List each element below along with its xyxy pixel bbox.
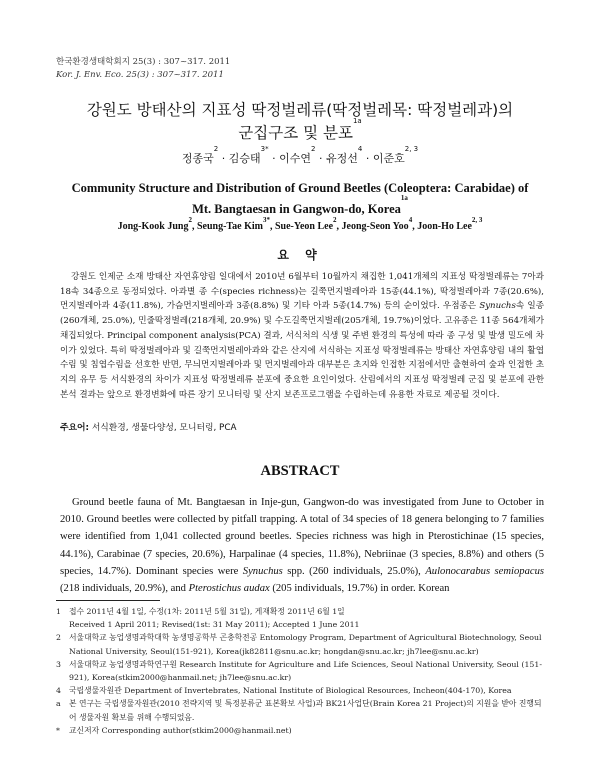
species-name: Synuchus [242, 565, 283, 577]
footnote [56, 605, 548, 631]
footnote-line: 서울대학교 농업생명과학연구원 Research Institute for Agriculture and Life Sciences, Seoul National University, Seoul (151-921), Korea(stkim2000@hanmail.net; jh7lee@snu.ac.kr) [69, 659, 542, 683]
footnote-mark: 2 [56, 633, 61, 643]
korean-abstract-text: 강원도 인제군 소재 방태산 자연휴양림 일대에서 2010년 6월부터 10월까지 채집한 1,041개체의 지표성 딱정벌레류는 7아과 18속 34종으로 동정되었다. 아과별 종 수(species richness)는 길쭉먼지벌레아과 15종(44.1%), 딱정벌레아과 7종(20.6%), 먼지벌레아과 4종(11.8%), 가슴먼지벌레아과 3종(8.8%) 및 기타 아과 5종(14.7%) 등의 순이었다. 우점종은 [60, 272, 544, 312]
korean-title [0, 99, 600, 145]
english-title [0, 178, 600, 220]
english-authors: Jong-Kook Jung$^2$, Seung-Tae Kim$^{3*}$, Sue-Yeon Lee$^2$, Jeong-Seon Yoo$^4$, Joon-Ho Lee$^{2, 3}$ [117, 216, 483, 232]
author-kor: 김승태 [228, 152, 261, 165]
journal-kor: 한국환경생태학회지 25(3) : 307~317. 2011 [56, 57, 231, 67]
author-kor: 이준호 [372, 152, 405, 165]
author-kor-sup: 2, 3 [404, 145, 419, 153]
footnote-line: 서울대학교 농업생명과학대학 농생명공학부 곤충학전공 Entomology Program, Department of Agricultural Biotechnology, Seoul National University, Seoul(151-921), Korea(jk82811@snu.ac.kr; hongdan@snu.ac.kr; jh7lee@snu.ac.kr) [69, 633, 542, 656]
english-title-sup: 1a [400, 194, 408, 202]
footnote-mark: 3 [56, 659, 61, 669]
author-eng: Jong-Kook Jung [117, 221, 189, 232]
footnote-line: 국립생물자원관 Department of Invertebrates, National Institute of Biological Resources, Incheon(404-170), Korea [69, 686, 512, 696]
english-title-line2 [0, 194, 600, 220]
english-abstract-text: spp. (260 individuals, 25.0%), [282, 565, 426, 577]
author-eng-sup: 3* [262, 216, 270, 224]
korean-abstract [60, 270, 544, 402]
author-eng: Jeong-Seon Yoo [341, 221, 409, 232]
author-kor-sup: 2 [311, 145, 316, 153]
footnote [56, 684, 548, 697]
keywords [60, 420, 237, 433]
korean-title-line2-text: 군집구조 및 분포 [238, 124, 353, 142]
species-name: Pterostichus audax [188, 583, 270, 595]
footnote [56, 658, 548, 684]
species-name: Aulonocarabus semiopacus [425, 565, 544, 577]
korean-authors: 정종국$^2$ · 김승태$^{3*}$ · 이수연$^2$ · 유정선$^4$ · 이준호$^{2, 3}$ [181, 145, 419, 165]
author-eng-sup: 4 [408, 216, 413, 224]
footnote [56, 724, 548, 737]
journal-eng: Kor. J. Env. Eco. 25(3) : 307~317. 2011 [56, 70, 224, 80]
author-eng: Joon-Ho Lee [417, 221, 472, 232]
english-abstract-text: (205 individuals, 19.7%) in order. Korean [269, 583, 450, 595]
korean-abstract-heading: 요 약 [277, 248, 323, 262]
footnote-line: 접수 2011년 4월 1일, 수정(1차: 2011년 5월 31일), 게재확정 2011년 6월 1일 [69, 607, 345, 616]
footnote-mark: a [56, 699, 61, 709]
english-abstract-text: Ground beetle fauna of Mt. Bangtaesan in Inje-gun, Gangwon-do was investigated from June to October in 2010. Ground beetles were collected by pitfall trapping. A total of 34 species of 18 genera belonging to 7 families were identified from 1,041 collected ground beetles. Species richness was high in Pterostichinae (15 species, 44.1%), Carabinae (7 species, 20.6%), Harpalinae (4 species, 11.8%), Nebriinae (3 species, 8.8%) and others (5 species, 14.7%). Dominant species were [60, 497, 544, 577]
korean-abstract-text: 속 일종(260개체, 25.0%), 민줄딱정벌레(218개체, 20.9%) 및 수도길쭉먼지벌레(205개체, 19.7%)이었다. 고유종은 11종 564개체가 채집되었다. Principal component analysis(PCA) 결과, 서식처의 식생 및 주변 환경의 특성에 따라 종 구성 및 발생 밀도에 차이가 있었다. 특히 딱정벌레아과 및 길쭉먼지벌레아과와 같은 산지에 서식하는 지표성 딱정벌레류는 방태산 자연휴양림 내의 활엽수림 및 침엽수림을 선호한 반면, 무늬먼지벌레아과 및 먼지벌레아과 대부분은 초지와 인접한 지점에서만 출현하여 숲과 인접한 초지의 유무 등 서식환경의 차이가 지표성 딱정벌레류 분포에 중요한 요인이었다. 산림에서의 지표성 딱정벌레 군집 및 분포에 관한 본석 결과는 앞으로 환경변화에 따른 장기 모니터링 및 산지 보존프로그램을 수립하는데 유용한 자료로 제공될 것이다. [60, 301, 544, 400]
abstract-heading: ABSTRACT [260, 463, 340, 479]
keywords-label: 주요어: [60, 423, 90, 433]
footnote [56, 631, 548, 657]
keywords-text: 서식환경, 생물다양성, 모니터링, PCA [91, 423, 237, 433]
author-kor: 유정선 [325, 152, 358, 165]
footnote-mark: * [56, 725, 60, 735]
english-title-line2-text: Mt. Bangtaesan in Gangwon-do, Korea [192, 202, 401, 216]
author-eng-sup: 2, 3 [471, 216, 483, 224]
author-kor: 이수연 [279, 152, 312, 165]
footnotes [56, 605, 548, 737]
author-kor-sup: 4 [357, 145, 363, 153]
english-abstract-text: (218 individuals, 20.9%), and [60, 583, 189, 595]
author-eng-sup: 2 [188, 216, 192, 224]
korean-title-line1: 강원도 방태산의 지표성 딱정벌레류(딱정벌레목: 딱정벌레과)의 [86, 101, 514, 119]
english-abstract [60, 494, 544, 597]
footnote-text [69, 605, 548, 631]
footnote-line: 본 연구는 국립생물자원관(2010 전략지역 및 특정분류군 표본확보 사업)과 BK21사업단(Brain Korea 21 Project)의 지원을 받아 진행되어 생물자원 확보를 위해 수행되었음. [69, 699, 542, 722]
author-kor-sup: 2 [213, 145, 219, 153]
author-eng: Sue-Yeon Lee [274, 221, 334, 232]
korean-title-line2 [0, 117, 600, 145]
author-eng-sup: 2 [333, 216, 337, 224]
footnote-mark: 4 [56, 686, 61, 696]
footnote [56, 697, 548, 723]
english-title-line1: Community Structure and Distribution of Ground Beetles (Coleoptera: Carabidae) of [71, 181, 529, 195]
korean-abstract-italic: Synuchs [479, 301, 516, 312]
author-kor-sup: 3* [260, 145, 269, 153]
footnote-mark: 1 [56, 607, 61, 616]
journal-info [56, 56, 230, 82]
footnote-divider [56, 600, 160, 601]
author-eng: Seung-Tae Kim [196, 221, 263, 232]
korean-title-sup: 1a [352, 117, 362, 125]
footnote-line: Received 1 April 2011; Revised(1st: 31 May 2011); Accepted 1 June 2011 [69, 620, 360, 630]
author-kor: 정종국 [181, 152, 214, 165]
footnote-line: 교신저자 Corresponding author(stkim2000@hanmail.net) [69, 725, 292, 735]
